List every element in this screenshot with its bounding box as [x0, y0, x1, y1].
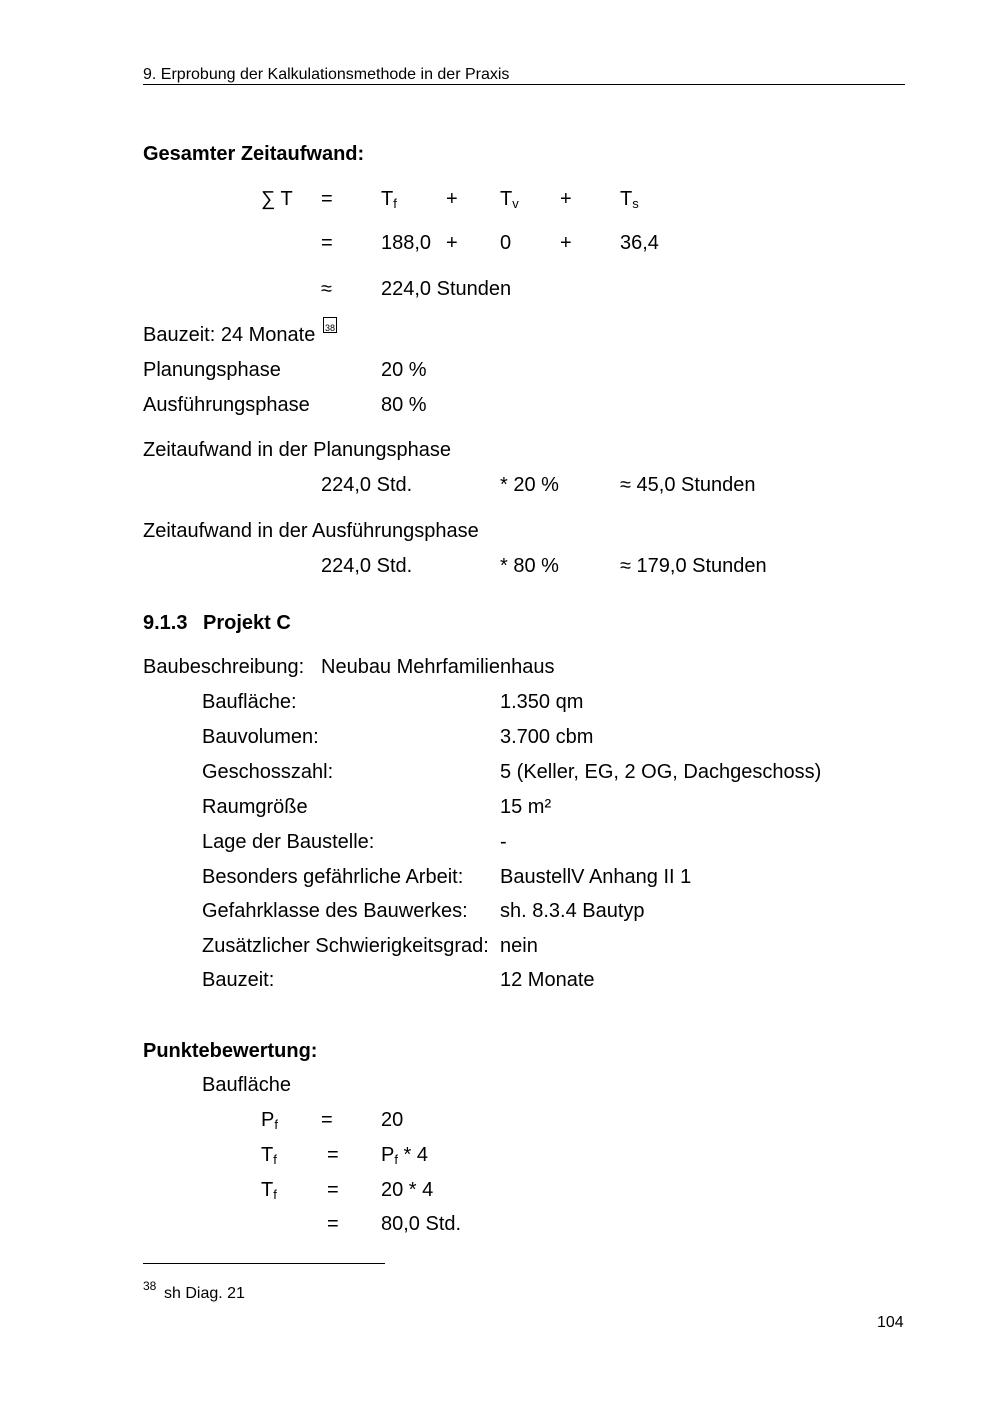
section-number: 9.1.3	[143, 612, 188, 634]
term-tf: $T_f$	[381, 188, 397, 211]
detail-label: Lage der Baustelle:	[202, 831, 375, 853]
equals-sign: =	[321, 188, 333, 210]
zeitaufwand-planung-label: Zeitaufwand in der Planungsphase	[143, 439, 451, 461]
ausfuehrung-factor: * 80 %	[500, 555, 559, 577]
value-tf: 188,0	[381, 232, 432, 254]
footnote-text: sh Diag. 21	[164, 1285, 245, 1302]
equals-sign: =	[321, 1109, 333, 1131]
detail-label: Geschosszahl:	[202, 761, 334, 783]
planung-factor: * 20 %	[500, 474, 559, 496]
section-heading-zeitaufwand: Gesamter Zeitaufwand:	[143, 143, 365, 165]
formula-lhs: $T_f$	[261, 1144, 277, 1167]
bauzeit-label: Bauzeit: 24 Monate	[143, 324, 316, 346]
plus-sign: +	[446, 188, 458, 210]
detail-value: nein	[500, 935, 538, 957]
formula-lhs: $P_f$	[261, 1109, 278, 1132]
footnote-ref-38[interactable]: 38	[323, 317, 337, 333]
footnote-number: 38	[143, 1279, 157, 1293]
plus-sign: +	[560, 232, 572, 254]
page-number: 104	[877, 1314, 904, 1331]
detail-label: Raumgröße	[202, 796, 308, 818]
section-title: Projekt C	[203, 612, 291, 634]
value-tv: 0	[500, 232, 512, 254]
term-ts: $T_s$	[620, 188, 639, 211]
detail-value: 12 Monate	[500, 969, 595, 991]
baubeschreibung-label: Baubeschreibung:	[143, 656, 305, 678]
value-ts: 36,4	[620, 232, 659, 254]
formula-lhs: $T_f$	[261, 1179, 277, 1202]
formula-rhs: 20 * 4	[381, 1179, 434, 1201]
phase-value: 20 %	[381, 359, 427, 381]
equals-sign: =	[327, 1213, 339, 1235]
detail-value: sh. 8.3.4 Bautyp	[500, 900, 645, 922]
planung-result: ≈ 45,0 Stunden	[620, 474, 756, 496]
detail-label: Zusätzlicher Schwierigkeitsgrad:	[202, 935, 489, 957]
plus-sign: +	[446, 232, 458, 254]
detail-value: 5 (Keller, EG, 2 OG, Dachgeschoss)	[500, 761, 822, 783]
phase-value: 80 %	[381, 394, 427, 416]
formula-rhs: 80,0 Std.	[381, 1213, 462, 1235]
phase-label: Ausführungsphase	[143, 394, 310, 416]
detail-label: Besonders gefährliche Arbeit:	[202, 866, 464, 888]
plus-sign: +	[560, 188, 572, 210]
detail-label: Bauvolumen:	[202, 726, 319, 748]
term-tv: $T_v$	[500, 188, 519, 211]
running-header: 9. Erprobung der Kalkulationsmethode in der Praxis	[143, 66, 510, 83]
detail-value: 15 m²	[500, 796, 552, 818]
detail-value: 1.350 qm	[500, 691, 584, 713]
header-rule	[143, 84, 905, 85]
equals-sign: =	[321, 232, 333, 254]
formula-rhs: $P_f * 4$	[381, 1144, 428, 1167]
detail-label: Bauzeit:	[202, 969, 275, 991]
sum-t-symbol: ∑ T	[261, 188, 293, 210]
approx-sign: ≈	[321, 278, 332, 300]
formula-rhs: 20	[381, 1109, 404, 1131]
detail-value: 3.700 cbm	[500, 726, 594, 748]
detail-value: -	[500, 831, 507, 853]
detail-label: Gefahrklasse des Bauwerkes:	[202, 900, 468, 922]
baubeschreibung-value: Neubau Mehrfamilienhaus	[321, 656, 555, 678]
zeitaufwand-ausfuehrung-label: Zeitaufwand in der Ausführungsphase	[143, 520, 479, 542]
ausfuehrung-result: ≈ 179,0 Stunden	[620, 555, 767, 577]
equals-sign: =	[327, 1179, 339, 1201]
phase-label: Planungsphase	[143, 359, 281, 381]
ausfuehrung-std: 224,0 Std.	[321, 555, 413, 577]
equals-sign: =	[327, 1144, 339, 1166]
section-heading-punkte: Punktebewertung:	[143, 1040, 318, 1062]
total-hours: 224,0 Stunden	[381, 278, 512, 300]
detail-label: Baufläche:	[202, 691, 297, 713]
detail-value: BaustellV Anhang II 1	[500, 866, 692, 888]
punkte-subheading: Baufläche	[202, 1074, 291, 1096]
planung-std: 224,0 Std.	[321, 474, 413, 496]
footnote-rule	[143, 1263, 385, 1264]
